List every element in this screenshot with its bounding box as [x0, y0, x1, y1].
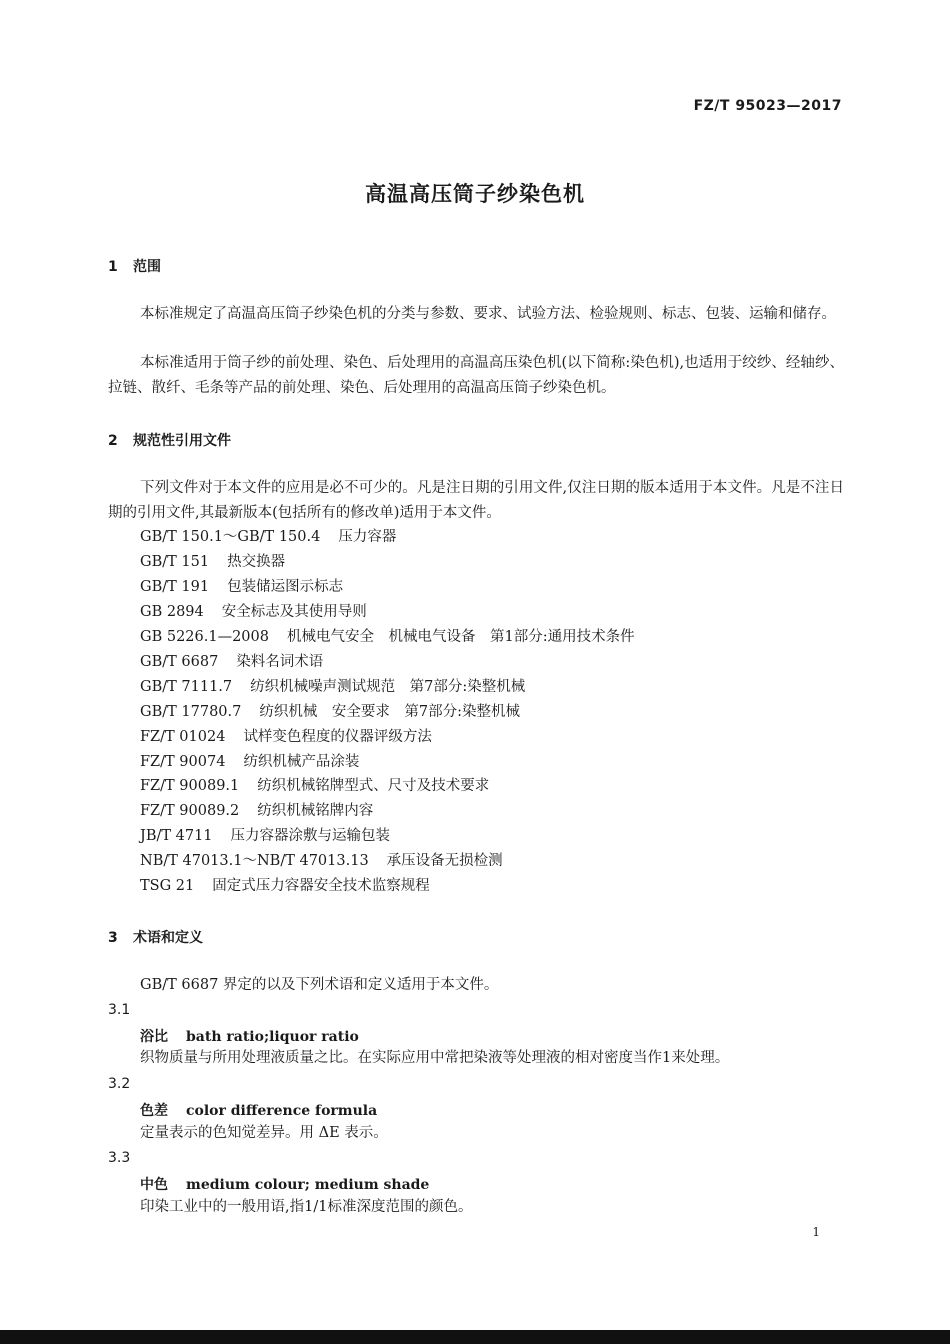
term-name	[140, 1100, 377, 1120]
reference-item	[140, 774, 489, 799]
reference-title: 固定式压力容器安全技术监察规程	[212, 878, 430, 894]
reference-title: 纺织机械噪声测试规范 第7部分:染整机械	[250, 679, 526, 695]
reference-code: GB 5226.1—2008	[140, 629, 269, 645]
reference-item	[140, 725, 432, 750]
reference-title: 承压设备无损检测	[386, 853, 503, 869]
term-en: bath ratio;liquor ratio	[186, 1029, 359, 1045]
reference-code: JB/T 4711	[140, 828, 213, 844]
reference-item	[140, 750, 359, 775]
scope-paragraph: 本标准适用于筒子纱的前处理、染色、后处理用的高温高压染色机(以下简称:染色机),也适用于绞纱、经轴纱、拉链、散纤、毛条等产品的前处理、染色、后处理用的高温高压筒子纱染色机。	[108, 355, 844, 396]
reference-title: 安全标志及其使用导则	[221, 604, 367, 620]
section-heading-terms	[108, 927, 203, 947]
standard-number: FZ/T 95023—2017	[693, 98, 842, 114]
reference-title: 热交换器	[227, 554, 286, 570]
reference-item	[140, 575, 343, 600]
reference-code: GB/T 6687	[140, 654, 219, 670]
section-heading-scope	[108, 256, 161, 276]
reference-item	[140, 799, 373, 824]
reference-code: GB/T 17780.7	[140, 704, 242, 720]
term-zh: 浴比	[140, 1029, 168, 1045]
reference-title: 试样变色程度的仪器评级方法	[243, 729, 432, 745]
reference-code: GB/T 150.1～GB/T 150.4	[140, 529, 321, 545]
section-title: 规范性引用文件	[133, 433, 231, 449]
section-number: 2	[108, 433, 118, 449]
references-intro: 下列文件对于本文件的应用是必不可少的。凡是注日期的引用文件,仅注日期的版本适用于本文件。凡是不注日期的引用文件,其最新版本(包括所有的修改单)适用于本文件。	[108, 480, 844, 521]
reference-title: 纺织机械铭牌型式、尺寸及技术要求	[257, 778, 490, 794]
term-en: medium colour; medium shade	[186, 1177, 430, 1193]
reference-item	[140, 824, 390, 849]
reference-item	[140, 650, 323, 675]
reference-code: GB 2894	[140, 604, 204, 620]
reference-code: FZ/T 90089.1	[140, 778, 240, 794]
reference-code: FZ/T 90089.2	[140, 803, 240, 819]
section-heading-references	[108, 430, 231, 450]
section-title: 术语和定义	[133, 930, 203, 946]
reference-title: 染料名词术语	[236, 654, 324, 670]
scope-paragraph: 本标准规定了高温高压筒子纱染色机的分类与参数、要求、试验方法、检验规则、标志、包装、运输和储存。	[140, 306, 836, 322]
term-number: 3.3	[108, 1150, 131, 1166]
reference-code: NB/T 47013.1～NB/T 47013.13	[140, 853, 369, 869]
reference-code: GB/T 191	[140, 579, 210, 595]
reference-item	[140, 625, 635, 650]
term-name	[140, 1174, 429, 1194]
reference-item	[140, 849, 503, 874]
reference-title: 机械电气安全 机械电气设备 第1部分:通用技术条件	[287, 629, 635, 645]
term-definition: 印染工业中的一般用语,指1/1标准深度范围的颜色。	[140, 1199, 473, 1215]
term-name	[140, 1026, 359, 1046]
reference-item	[140, 675, 525, 700]
reference-code: TSG 21	[140, 878, 195, 894]
term-zh: 中色	[140, 1177, 168, 1193]
reference-title: 纺织机械铭牌内容	[257, 803, 374, 819]
terms-intro: GB/T 6687 界定的以及下列术语和定义适用于本文件。	[140, 977, 499, 993]
term-number: 3.2	[108, 1076, 131, 1092]
term-definition: 定量表示的色知觉差异。用 ΔE 表示。	[140, 1125, 388, 1141]
page-number: 1	[812, 1225, 820, 1239]
term-zh: 色差	[140, 1103, 168, 1119]
reference-code: FZ/T 01024	[140, 729, 226, 745]
reference-item	[140, 525, 396, 550]
document-title: 高温高压筒子纱染色机	[365, 182, 585, 206]
section-number: 3	[108, 930, 118, 946]
reference-title: 纺织机械产品涂装	[243, 754, 360, 770]
reference-code: FZ/T 90074	[140, 754, 226, 770]
reference-title: 压力容器	[338, 529, 397, 545]
reference-title: 纺织机械 安全要求 第7部分:染整机械	[259, 704, 520, 720]
term-en: color difference formula	[186, 1103, 378, 1119]
section-title: 范围	[133, 259, 161, 275]
term-number: 3.1	[108, 1002, 131, 1018]
bottom-edge-bar	[0, 1330, 950, 1344]
reference-item	[140, 550, 285, 575]
reference-title: 包装储运图示标志	[227, 579, 344, 595]
reference-title: 压力容器涂敷与运输包装	[230, 828, 391, 844]
reference-item	[140, 600, 367, 625]
reference-code: GB/T 7111.7	[140, 679, 233, 695]
reference-item	[140, 874, 430, 899]
section-number: 1	[108, 259, 118, 275]
reference-item	[140, 700, 520, 725]
reference-code: GB/T 151	[140, 554, 210, 570]
term-definition: 织物质量与所用处理液质量之比。在实际应用中常把染液等处理液的相对密度当作1来处理。	[140, 1050, 730, 1066]
